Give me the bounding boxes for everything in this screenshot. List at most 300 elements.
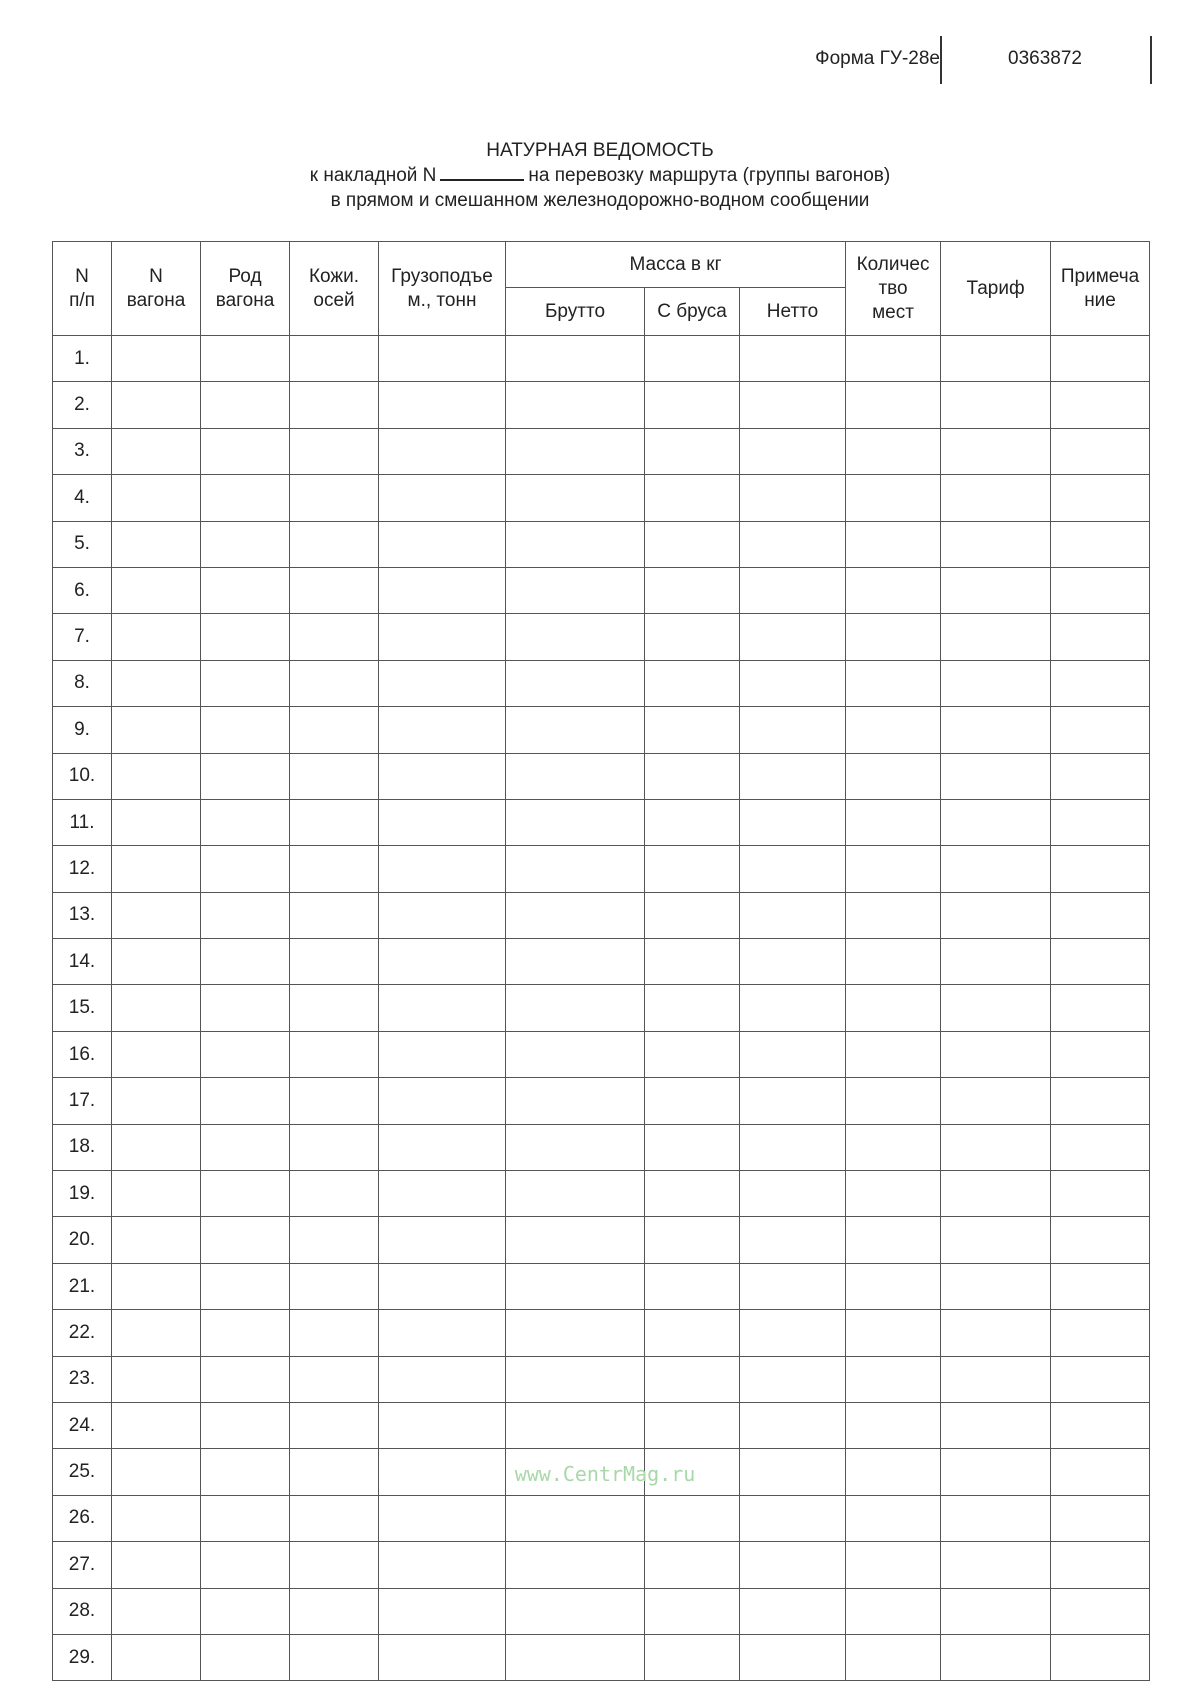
table-cell[interactable] bbox=[506, 660, 645, 706]
table-cell[interactable] bbox=[506, 1310, 645, 1356]
table-cell[interactable] bbox=[1051, 799, 1150, 845]
table-cell[interactable] bbox=[112, 939, 201, 985]
table-cell[interactable] bbox=[506, 1124, 645, 1170]
table-cell[interactable] bbox=[290, 1078, 379, 1124]
table-cell[interactable] bbox=[506, 475, 645, 521]
table-cell[interactable] bbox=[379, 753, 506, 799]
table-cell[interactable] bbox=[1051, 1495, 1150, 1541]
table-cell[interactable] bbox=[846, 753, 941, 799]
table-cell[interactable] bbox=[645, 1124, 740, 1170]
table-cell[interactable] bbox=[290, 753, 379, 799]
table-cell[interactable] bbox=[506, 985, 645, 1031]
table-cell[interactable] bbox=[846, 1588, 941, 1634]
table-cell[interactable] bbox=[506, 1263, 645, 1309]
table-cell[interactable] bbox=[740, 1588, 846, 1634]
table-cell[interactable] bbox=[941, 567, 1051, 613]
table-cell[interactable] bbox=[941, 1171, 1051, 1217]
table-cell[interactable] bbox=[112, 1310, 201, 1356]
table-cell[interactable] bbox=[846, 892, 941, 938]
table-cell[interactable] bbox=[290, 1588, 379, 1634]
table-cell[interactable] bbox=[290, 428, 379, 474]
table-cell[interactable] bbox=[379, 1588, 506, 1634]
table-cell[interactable] bbox=[290, 382, 379, 428]
table-cell[interactable] bbox=[740, 382, 846, 428]
table-cell[interactable] bbox=[645, 382, 740, 428]
table-cell[interactable] bbox=[1051, 985, 1150, 1031]
table-cell[interactable] bbox=[740, 1217, 846, 1263]
table-cell[interactable] bbox=[112, 1356, 201, 1402]
table-cell[interactable] bbox=[506, 1356, 645, 1402]
table-cell[interactable] bbox=[740, 1078, 846, 1124]
table-cell[interactable] bbox=[941, 1634, 1051, 1680]
table-cell[interactable] bbox=[290, 1542, 379, 1588]
table-cell[interactable] bbox=[379, 1171, 506, 1217]
table-cell[interactable] bbox=[506, 846, 645, 892]
table-cell[interactable] bbox=[112, 521, 201, 567]
table-cell[interactable] bbox=[645, 1588, 740, 1634]
table-cell[interactable] bbox=[645, 1402, 740, 1448]
table-cell[interactable] bbox=[645, 707, 740, 753]
table-cell[interactable] bbox=[201, 614, 290, 660]
table-cell[interactable] bbox=[941, 939, 1051, 985]
table-cell[interactable] bbox=[941, 1310, 1051, 1356]
table-cell[interactable] bbox=[506, 1031, 645, 1077]
table-cell[interactable] bbox=[645, 985, 740, 1031]
table-cell[interactable] bbox=[645, 1356, 740, 1402]
table-cell[interactable] bbox=[645, 1263, 740, 1309]
table-cell[interactable] bbox=[112, 660, 201, 706]
form-number: 0363872 bbox=[1008, 48, 1082, 69]
table-cell[interactable] bbox=[112, 985, 201, 1031]
table-cell[interactable] bbox=[112, 1449, 201, 1495]
table-cell[interactable] bbox=[379, 1310, 506, 1356]
table-cell[interactable] bbox=[112, 1217, 201, 1263]
table-cell[interactable] bbox=[740, 846, 846, 892]
table-cell[interactable] bbox=[941, 521, 1051, 567]
table-cell[interactable] bbox=[201, 660, 290, 706]
table-cell[interactable] bbox=[112, 799, 201, 845]
table-cell[interactable] bbox=[1051, 428, 1150, 474]
table-cell[interactable] bbox=[112, 475, 201, 521]
document-title bbox=[0, 138, 1200, 213]
table-cell[interactable] bbox=[290, 521, 379, 567]
table-cell[interactable] bbox=[290, 846, 379, 892]
table-cell[interactable] bbox=[941, 475, 1051, 521]
table-cell[interactable] bbox=[1051, 1356, 1150, 1402]
table-cell[interactable] bbox=[645, 1495, 740, 1541]
table-cell[interactable] bbox=[740, 1402, 846, 1448]
table-cell[interactable] bbox=[379, 1449, 506, 1495]
table-cell[interactable] bbox=[740, 799, 846, 845]
table-cell[interactable] bbox=[112, 336, 201, 382]
table-cell[interactable] bbox=[941, 1263, 1051, 1309]
table-cell[interactable] bbox=[379, 1634, 506, 1680]
table-cell[interactable] bbox=[506, 707, 645, 753]
table-row bbox=[53, 753, 1150, 799]
table-cell[interactable] bbox=[290, 799, 379, 845]
table-cell[interactable] bbox=[290, 1263, 379, 1309]
table-cell[interactable] bbox=[201, 475, 290, 521]
table-cell[interactable] bbox=[846, 475, 941, 521]
table-cell[interactable] bbox=[1051, 614, 1150, 660]
table-cell[interactable] bbox=[846, 1542, 941, 1588]
table-cell[interactable] bbox=[290, 1634, 379, 1680]
table-cell[interactable] bbox=[740, 428, 846, 474]
table-cell[interactable] bbox=[740, 1171, 846, 1217]
table-cell[interactable] bbox=[290, 1402, 379, 1448]
table-cell[interactable] bbox=[112, 382, 201, 428]
table-cell[interactable] bbox=[201, 1356, 290, 1402]
table-cell[interactable] bbox=[379, 1078, 506, 1124]
table-cell[interactable] bbox=[941, 1356, 1051, 1402]
table-cell[interactable] bbox=[740, 1449, 846, 1495]
header-capacity: Грузоподъе м., тонн bbox=[379, 242, 506, 336]
table-cell[interactable] bbox=[740, 1031, 846, 1077]
table-cell[interactable] bbox=[201, 939, 290, 985]
table-cell[interactable] bbox=[112, 753, 201, 799]
table-cell[interactable] bbox=[112, 892, 201, 938]
table-cell[interactable] bbox=[290, 614, 379, 660]
table-cell[interactable] bbox=[846, 336, 941, 382]
table-cell[interactable] bbox=[290, 336, 379, 382]
table-cell[interactable] bbox=[201, 1449, 290, 1495]
table-cell[interactable] bbox=[645, 1031, 740, 1077]
table-cell[interactable] bbox=[506, 521, 645, 567]
table-cell[interactable] bbox=[645, 1634, 740, 1680]
table-cell[interactable] bbox=[379, 567, 506, 613]
table-cell[interactable] bbox=[201, 382, 290, 428]
table-cell[interactable] bbox=[1051, 1542, 1150, 1588]
table-cell[interactable] bbox=[112, 1588, 201, 1634]
table-cell[interactable] bbox=[201, 1171, 290, 1217]
table-row bbox=[53, 1634, 1150, 1680]
table-cell[interactable] bbox=[201, 1031, 290, 1077]
table-cell[interactable] bbox=[1051, 1402, 1150, 1448]
table-cell[interactable] bbox=[645, 428, 740, 474]
table-cell[interactable] bbox=[201, 846, 290, 892]
table-cell[interactable] bbox=[201, 753, 290, 799]
table-cell[interactable] bbox=[201, 707, 290, 753]
table-cell[interactable] bbox=[506, 1588, 645, 1634]
table-cell[interactable] bbox=[941, 1495, 1051, 1541]
table-cell[interactable] bbox=[941, 799, 1051, 845]
table-cell[interactable] bbox=[645, 660, 740, 706]
table-cell[interactable] bbox=[1051, 1310, 1150, 1356]
table-cell[interactable] bbox=[506, 1495, 645, 1541]
table-cell[interactable] bbox=[941, 892, 1051, 938]
table-cell[interactable] bbox=[941, 428, 1051, 474]
table-cell[interactable] bbox=[201, 1217, 290, 1263]
table-cell[interactable] bbox=[201, 985, 290, 1031]
table-cell[interactable] bbox=[112, 614, 201, 660]
table-cell[interactable] bbox=[112, 1402, 201, 1448]
table-cell[interactable] bbox=[1051, 1031, 1150, 1077]
table-cell[interactable] bbox=[645, 1171, 740, 1217]
table-cell[interactable] bbox=[506, 1171, 645, 1217]
table-cell[interactable] bbox=[506, 939, 645, 985]
table-cell[interactable] bbox=[846, 521, 941, 567]
table-cell[interactable] bbox=[112, 1078, 201, 1124]
table-cell[interactable] bbox=[379, 382, 506, 428]
table-cell[interactable] bbox=[201, 1495, 290, 1541]
table-cell[interactable] bbox=[290, 660, 379, 706]
table-cell[interactable] bbox=[379, 1402, 506, 1448]
table-cell[interactable] bbox=[1051, 753, 1150, 799]
table-cell[interactable] bbox=[506, 428, 645, 474]
table-cell[interactable] bbox=[740, 1634, 846, 1680]
table-cell[interactable] bbox=[379, 1356, 506, 1402]
table-cell[interactable] bbox=[379, 1263, 506, 1309]
table-cell[interactable] bbox=[506, 753, 645, 799]
table-cell[interactable] bbox=[506, 1542, 645, 1588]
table-cell[interactable] bbox=[941, 753, 1051, 799]
table-cell[interactable] bbox=[645, 1078, 740, 1124]
title-line-2 bbox=[0, 163, 1200, 188]
table-cell[interactable] bbox=[740, 1495, 846, 1541]
table-cell[interactable] bbox=[379, 799, 506, 845]
table-cell[interactable] bbox=[201, 799, 290, 845]
table-cell[interactable] bbox=[379, 521, 506, 567]
table-cell[interactable] bbox=[941, 1078, 1051, 1124]
table-cell[interactable] bbox=[740, 567, 846, 613]
table-cell[interactable] bbox=[846, 1031, 941, 1077]
table-cell[interactable] bbox=[941, 707, 1051, 753]
table-cell[interactable] bbox=[290, 939, 379, 985]
table-cell[interactable] bbox=[740, 707, 846, 753]
table-cell[interactable] bbox=[506, 1402, 645, 1448]
table-cell[interactable] bbox=[290, 985, 379, 1031]
table-cell[interactable] bbox=[112, 707, 201, 753]
table-cell[interactable] bbox=[645, 1217, 740, 1263]
table-cell[interactable] bbox=[379, 614, 506, 660]
table-cell[interactable] bbox=[379, 892, 506, 938]
table-cell[interactable] bbox=[290, 1217, 379, 1263]
table-cell[interactable] bbox=[112, 1542, 201, 1588]
table-cell[interactable] bbox=[846, 1310, 941, 1356]
table-cell[interactable] bbox=[506, 336, 645, 382]
table-cell[interactable] bbox=[112, 1031, 201, 1077]
table-cell[interactable] bbox=[1051, 521, 1150, 567]
table-row bbox=[53, 1078, 1150, 1124]
table-cell[interactable] bbox=[846, 614, 941, 660]
table-cell[interactable] bbox=[740, 892, 846, 938]
table-cell[interactable] bbox=[846, 1217, 941, 1263]
table-cell[interactable] bbox=[740, 1356, 846, 1402]
table-cell[interactable] bbox=[290, 1031, 379, 1077]
table-cell[interactable] bbox=[506, 382, 645, 428]
table-cell[interactable] bbox=[941, 846, 1051, 892]
table-cell[interactable] bbox=[846, 1078, 941, 1124]
table-cell[interactable] bbox=[290, 1124, 379, 1170]
table-cell[interactable] bbox=[290, 892, 379, 938]
table-cell[interactable] bbox=[112, 1124, 201, 1170]
table-cell[interactable] bbox=[379, 1542, 506, 1588]
table-cell[interactable] bbox=[1051, 1588, 1150, 1634]
table-cell[interactable] bbox=[740, 660, 846, 706]
table-cell[interactable] bbox=[740, 753, 846, 799]
table-cell[interactable] bbox=[740, 614, 846, 660]
table-cell[interactable] bbox=[290, 1449, 379, 1495]
table-cell[interactable] bbox=[112, 567, 201, 613]
table-cell[interactable] bbox=[846, 985, 941, 1031]
table-cell[interactable] bbox=[941, 382, 1051, 428]
table-cell[interactable] bbox=[740, 475, 846, 521]
table-cell[interactable] bbox=[740, 939, 846, 985]
table-cell[interactable] bbox=[506, 567, 645, 613]
table-cell[interactable] bbox=[1051, 1124, 1150, 1170]
table-cell[interactable] bbox=[846, 1634, 941, 1680]
table-cell[interactable] bbox=[941, 336, 1051, 382]
table-cell[interactable] bbox=[740, 336, 846, 382]
table-cell[interactable] bbox=[645, 475, 740, 521]
table-cell[interactable] bbox=[645, 1310, 740, 1356]
table-cell[interactable] bbox=[1051, 660, 1150, 706]
table-cell[interactable] bbox=[645, 614, 740, 660]
table-cell[interactable] bbox=[846, 1356, 941, 1402]
table-cell[interactable] bbox=[846, 428, 941, 474]
table-cell[interactable] bbox=[941, 1124, 1051, 1170]
table-cell[interactable] bbox=[941, 985, 1051, 1031]
table-cell[interactable] bbox=[290, 1495, 379, 1541]
table-cell[interactable] bbox=[379, 1031, 506, 1077]
table-cell[interactable] bbox=[379, 1495, 506, 1541]
table-cell[interactable] bbox=[379, 660, 506, 706]
table-cell[interactable] bbox=[645, 336, 740, 382]
table-cell[interactable] bbox=[201, 336, 290, 382]
table-cell[interactable] bbox=[201, 892, 290, 938]
table-cell[interactable] bbox=[379, 985, 506, 1031]
table-cell[interactable] bbox=[201, 428, 290, 474]
table-cell[interactable] bbox=[645, 892, 740, 938]
table-cell[interactable] bbox=[846, 567, 941, 613]
table-cell[interactable] bbox=[846, 1449, 941, 1495]
table-cell[interactable] bbox=[941, 660, 1051, 706]
table-cell[interactable] bbox=[1051, 707, 1150, 753]
table-cell[interactable] bbox=[1051, 892, 1150, 938]
table-cell[interactable] bbox=[645, 799, 740, 845]
table-cell[interactable] bbox=[645, 939, 740, 985]
table-cell[interactable] bbox=[846, 939, 941, 985]
table-cell[interactable] bbox=[645, 753, 740, 799]
table-cell[interactable] bbox=[112, 1495, 201, 1541]
table-cell[interactable] bbox=[941, 1542, 1051, 1588]
table-cell[interactable] bbox=[1051, 939, 1150, 985]
table-cell[interactable] bbox=[290, 567, 379, 613]
table-cell[interactable] bbox=[201, 1542, 290, 1588]
header-net: Нетто bbox=[740, 288, 846, 336]
table-cell[interactable] bbox=[379, 1124, 506, 1170]
table-cell[interactable] bbox=[506, 799, 645, 845]
table-cell[interactable] bbox=[846, 382, 941, 428]
table-row bbox=[53, 1588, 1150, 1634]
table-cell[interactable] bbox=[379, 475, 506, 521]
table-cell[interactable] bbox=[379, 939, 506, 985]
table-cell[interactable] bbox=[1051, 1449, 1150, 1495]
table-cell[interactable] bbox=[740, 1263, 846, 1309]
table-cell[interactable] bbox=[201, 1402, 290, 1448]
table-cell[interactable] bbox=[112, 1634, 201, 1680]
table-cell[interactable] bbox=[1051, 567, 1150, 613]
table-cell[interactable] bbox=[846, 846, 941, 892]
table-cell[interactable] bbox=[941, 1588, 1051, 1634]
table-cell[interactable] bbox=[1051, 1078, 1150, 1124]
table-cell[interactable] bbox=[379, 707, 506, 753]
table-cell[interactable] bbox=[846, 1171, 941, 1217]
table-cell[interactable] bbox=[290, 1171, 379, 1217]
table-cell[interactable] bbox=[846, 1402, 941, 1448]
table-cell[interactable] bbox=[112, 1263, 201, 1309]
table-cell[interactable] bbox=[740, 985, 846, 1031]
table-cell[interactable] bbox=[112, 1171, 201, 1217]
table-cell[interactable] bbox=[506, 1078, 645, 1124]
table-cell[interactable] bbox=[846, 1495, 941, 1541]
table-cell[interactable] bbox=[290, 1310, 379, 1356]
table-cell[interactable] bbox=[941, 614, 1051, 660]
table-cell[interactable] bbox=[645, 521, 740, 567]
table-cell[interactable] bbox=[846, 1124, 941, 1170]
table-cell[interactable] bbox=[112, 846, 201, 892]
table-cell[interactable] bbox=[1051, 1263, 1150, 1309]
table-cell[interactable] bbox=[201, 1310, 290, 1356]
table-cell[interactable] bbox=[941, 1402, 1051, 1448]
table-cell[interactable] bbox=[379, 1217, 506, 1263]
table-cell[interactable] bbox=[941, 1449, 1051, 1495]
table-cell[interactable] bbox=[740, 1124, 846, 1170]
table-cell[interactable] bbox=[941, 1031, 1051, 1077]
table-cell[interactable] bbox=[846, 660, 941, 706]
table-cell[interactable] bbox=[201, 1588, 290, 1634]
table-cell[interactable] bbox=[201, 1634, 290, 1680]
table-cell[interactable] bbox=[506, 1634, 645, 1680]
table-cell[interactable] bbox=[941, 1217, 1051, 1263]
table-cell[interactable] bbox=[1051, 846, 1150, 892]
table-cell[interactable] bbox=[290, 707, 379, 753]
table-cell[interactable] bbox=[645, 567, 740, 613]
table-cell[interactable] bbox=[379, 846, 506, 892]
table-cell[interactable] bbox=[1051, 1171, 1150, 1217]
table-cell[interactable] bbox=[506, 892, 645, 938]
table-cell[interactable] bbox=[1051, 1217, 1150, 1263]
table-cell[interactable] bbox=[201, 567, 290, 613]
waybill-number-blank[interactable] bbox=[440, 163, 524, 181]
table-cell[interactable] bbox=[846, 707, 941, 753]
table-cell[interactable] bbox=[379, 428, 506, 474]
table-cell[interactable] bbox=[1051, 1634, 1150, 1680]
table-cell[interactable] bbox=[645, 846, 740, 892]
table-cell[interactable] bbox=[201, 1124, 290, 1170]
table-cell[interactable] bbox=[740, 521, 846, 567]
table-cell[interactable] bbox=[201, 1263, 290, 1309]
table-cell[interactable] bbox=[1051, 382, 1150, 428]
table-cell[interactable] bbox=[740, 1310, 846, 1356]
table-cell[interactable] bbox=[846, 799, 941, 845]
table-cell[interactable] bbox=[645, 1542, 740, 1588]
table-cell[interactable] bbox=[201, 1078, 290, 1124]
table-cell[interactable] bbox=[846, 1263, 941, 1309]
table-row bbox=[53, 336, 1150, 382]
table-cell[interactable] bbox=[201, 521, 290, 567]
table-cell[interactable] bbox=[112, 428, 201, 474]
table-cell[interactable] bbox=[506, 1217, 645, 1263]
table-cell[interactable] bbox=[1051, 475, 1150, 521]
table-cell[interactable] bbox=[740, 1542, 846, 1588]
table-cell[interactable] bbox=[1051, 336, 1150, 382]
table-cell[interactable] bbox=[506, 614, 645, 660]
row-number: 24. bbox=[53, 1402, 112, 1448]
table-cell[interactable] bbox=[290, 1356, 379, 1402]
table-cell[interactable] bbox=[290, 475, 379, 521]
table-cell[interactable] bbox=[379, 336, 506, 382]
